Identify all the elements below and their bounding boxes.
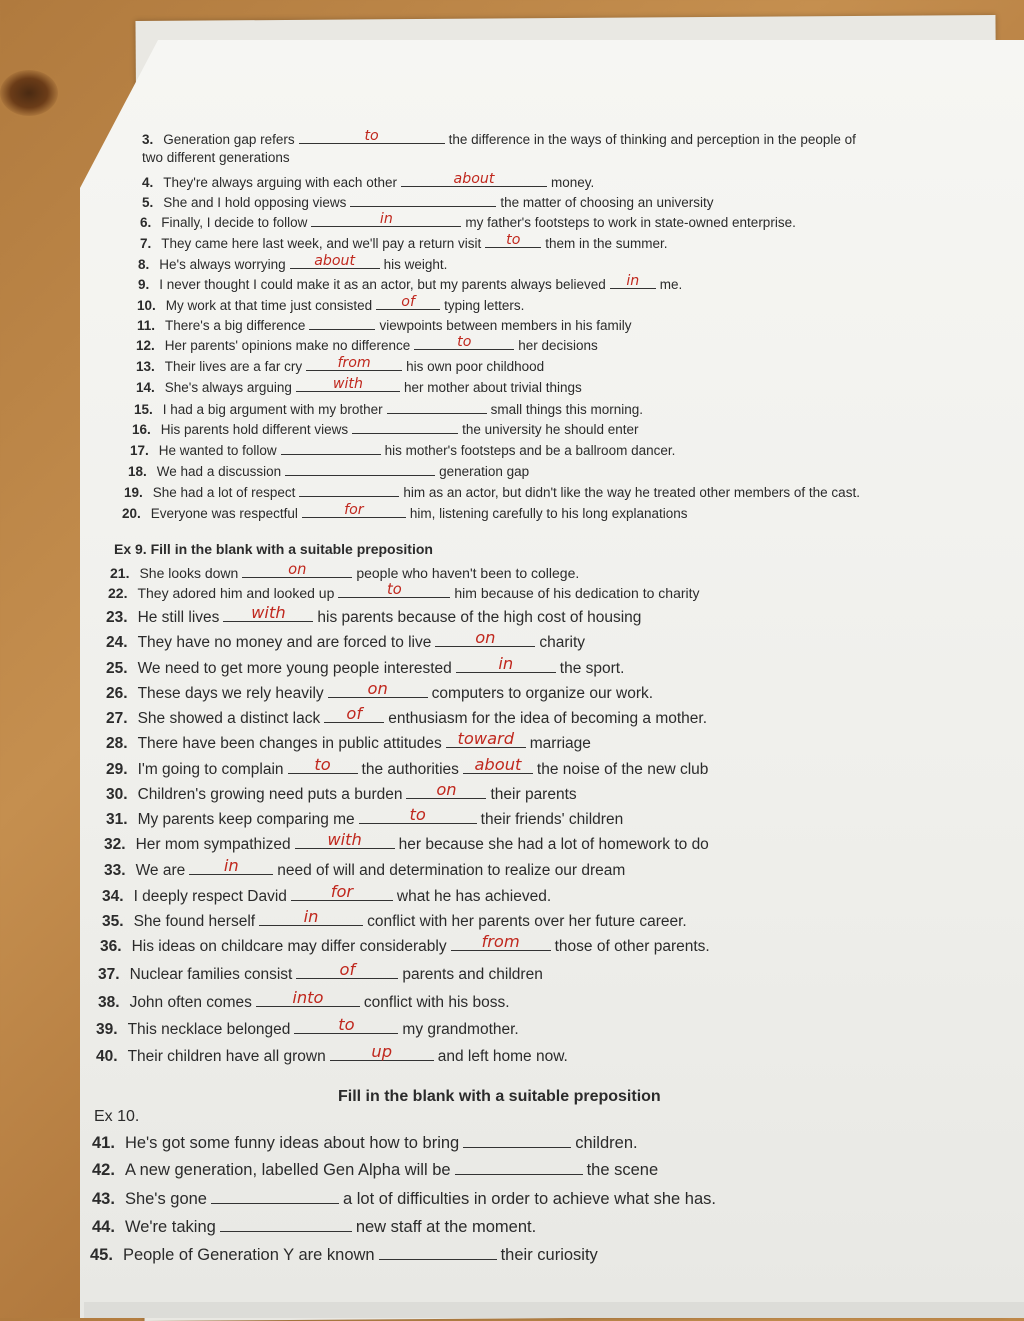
answer-blank xyxy=(294,1017,398,1034)
item-number: 25. xyxy=(106,659,128,677)
item-number: 4. xyxy=(142,174,154,190)
exercise-line xyxy=(130,440,675,458)
answer-blank xyxy=(401,172,547,187)
item-number: 21. xyxy=(110,565,130,581)
handwritten-answer: to xyxy=(506,232,521,249)
handwritten-answer: with xyxy=(251,603,286,623)
handwritten-answer: in xyxy=(303,907,319,927)
worksheet-page xyxy=(80,40,1024,1318)
exercise-line xyxy=(104,832,709,854)
item-text: conflict with her parents over her future career. xyxy=(367,912,687,930)
exercise-line xyxy=(96,1017,519,1039)
item-text: need of will and determination to realize our dream xyxy=(277,861,626,879)
page-bottom-edge xyxy=(84,1302,1024,1318)
handwritten-answer: toward xyxy=(457,729,515,749)
exercise-line xyxy=(140,233,668,251)
exercise-label: Ex 10. xyxy=(94,1108,140,1125)
exercise-line xyxy=(92,1214,536,1237)
item-text: These days we rely heavily xyxy=(137,684,324,702)
item-text: He's got some funny ideas about how to bring xyxy=(124,1133,460,1152)
answer-blank xyxy=(299,482,399,497)
answer-blank xyxy=(302,503,406,518)
item-text: marriage xyxy=(529,734,591,752)
item-text: their parents xyxy=(490,785,577,803)
handwritten-answer: to xyxy=(409,805,426,825)
item-text: generation gap xyxy=(439,463,530,479)
handwritten-answer: of xyxy=(346,704,363,724)
item-text: Children's growing need puts a burden xyxy=(137,785,403,803)
item-number: 10. xyxy=(137,297,156,313)
exercise-heading: Fill in the blank with a suitable preposition xyxy=(338,1088,661,1105)
handwritten-answer: on xyxy=(288,561,307,579)
answer-blank xyxy=(387,399,487,414)
item-number: 45. xyxy=(90,1245,113,1264)
answer-blank xyxy=(285,461,435,476)
answer-blank xyxy=(256,990,360,1007)
exercise-line xyxy=(106,757,708,779)
item-text: what he has achieved. xyxy=(396,887,552,905)
item-text: charity xyxy=(539,633,586,651)
item-number: 31. xyxy=(106,810,128,828)
item-text: parents and children xyxy=(402,965,543,983)
item-number: 8. xyxy=(138,256,150,272)
item-text: Her mom sympathized xyxy=(135,835,291,853)
exercise-line xyxy=(124,482,860,500)
item-text: money. xyxy=(550,174,595,190)
answer-blank xyxy=(324,706,384,723)
item-text: the sport. xyxy=(559,659,625,677)
handwritten-answer: in xyxy=(626,273,640,290)
answer-blank xyxy=(189,858,273,875)
item-text: her mother about trivial things xyxy=(403,379,582,395)
item-number: 23. xyxy=(106,608,128,626)
item-text: My work at that time just consisted xyxy=(165,297,373,313)
answer-blank xyxy=(220,1214,352,1232)
item-number: 24. xyxy=(106,633,128,651)
item-number: 32. xyxy=(104,835,126,853)
item-number: 3. xyxy=(142,131,154,147)
handwritten-answer: to xyxy=(338,1015,355,1035)
item-text: She found herself xyxy=(133,912,256,930)
exercise-line xyxy=(92,1157,658,1180)
item-text: his weight. xyxy=(383,256,448,272)
handwritten-answer: to xyxy=(457,334,472,351)
item-text: They have no money and are forced to live xyxy=(137,633,432,651)
exercise-line xyxy=(90,1242,598,1265)
answer-blank xyxy=(311,212,461,227)
item-number: 9. xyxy=(138,276,150,292)
item-text: We had a discussion xyxy=(156,463,282,479)
handwritten-answer: of xyxy=(339,960,356,980)
answer-blank xyxy=(306,356,402,371)
item-number: 5. xyxy=(142,194,154,210)
item-text: I had a big argument with my brother xyxy=(162,401,383,417)
item-text: those of other parents. xyxy=(554,937,710,955)
handwritten-answer: in xyxy=(223,856,239,876)
answer-blank xyxy=(291,884,393,901)
item-number: 33. xyxy=(104,861,126,879)
answer-blank xyxy=(414,335,514,350)
answer-blank xyxy=(299,129,445,144)
answer-blank xyxy=(309,315,375,330)
exercise-line xyxy=(106,630,585,652)
item-text: children. xyxy=(575,1133,638,1152)
exercise-line xyxy=(137,295,524,313)
item-text: She's gone xyxy=(124,1189,207,1208)
item-number: 18. xyxy=(128,463,147,479)
exercise-line xyxy=(138,274,682,292)
item-text: me. xyxy=(659,276,683,292)
item-text: I never thought I could make it as an actor, but my parents always believed xyxy=(159,276,606,292)
item-text: small things this morning. xyxy=(490,401,643,417)
exercise-line xyxy=(134,399,643,417)
item-number: 11. xyxy=(137,317,156,333)
item-text: enthusiasm for the idea of becoming a mother. xyxy=(388,709,708,727)
answer-blank xyxy=(352,419,458,434)
answer-blank xyxy=(290,254,380,269)
item-text: I'm going to complain xyxy=(137,760,284,778)
item-text: We're taking xyxy=(124,1217,216,1236)
item-text: and left home now. xyxy=(437,1047,568,1065)
exercise-heading: Ex 9. Fill in the blank with a suitable preposition xyxy=(114,541,433,557)
item-text: new staff at the moment. xyxy=(355,1217,537,1236)
exercise-line xyxy=(137,315,632,333)
item-number: 16. xyxy=(132,421,151,437)
exercise-line xyxy=(136,356,544,374)
item-number: 29. xyxy=(106,760,128,778)
handwritten-answer: from xyxy=(337,355,371,372)
handwritten-answer: on xyxy=(367,679,388,699)
item-text: We are xyxy=(135,861,186,879)
item-number: 37. xyxy=(98,965,120,983)
answer-blank xyxy=(242,563,352,578)
item-text: They're always arguing with each other xyxy=(163,174,397,190)
exercise-line xyxy=(142,150,290,165)
item-text: his parents because of the high cost of housing xyxy=(317,608,642,626)
handwritten-answer: with xyxy=(327,830,362,850)
exercise-line xyxy=(106,782,577,804)
answer-blank xyxy=(379,1242,497,1260)
item-number: 26. xyxy=(106,684,128,702)
exercise-line xyxy=(104,858,625,880)
answer-blank xyxy=(288,757,358,774)
item-number: 43. xyxy=(92,1189,115,1208)
handwritten-answer: on xyxy=(475,628,496,648)
item-text: She showed a distinct lack xyxy=(137,709,321,727)
handwritten-answer: in xyxy=(498,654,514,674)
item-text: their curiosity xyxy=(500,1245,598,1264)
item-text: I deeply respect David xyxy=(133,887,287,905)
answer-blank xyxy=(330,1044,434,1061)
item-text: her decisions xyxy=(518,337,598,353)
item-text: him as an actor, but didn't like the way he treated other members of the cast. xyxy=(403,484,860,500)
item-text: my grandmother. xyxy=(402,1020,519,1038)
answer-blank xyxy=(296,377,400,392)
item-text: them in the summer. xyxy=(545,235,668,251)
handwritten-answer: into xyxy=(292,988,324,1008)
exercise-line xyxy=(106,706,707,728)
handwritten-answer: for xyxy=(344,502,364,519)
exercise-line xyxy=(128,461,529,479)
answer-blank xyxy=(463,1130,571,1148)
item-text: They came here last week, and we'll pay a return visit xyxy=(161,235,482,251)
exercise-line xyxy=(132,419,639,437)
item-text: their friends' children xyxy=(480,810,624,828)
item-text: the authorities xyxy=(361,760,459,778)
exercise-line xyxy=(136,377,582,395)
answer-blank xyxy=(296,962,398,979)
item-number: 39. xyxy=(96,1020,118,1038)
exercise-line xyxy=(142,129,856,147)
item-number: 34. xyxy=(102,887,124,905)
answer-blank xyxy=(455,1157,583,1175)
item-number: 40. xyxy=(96,1047,118,1065)
item-number: 14. xyxy=(136,379,155,395)
item-text: a lot of difficulties in order to achieve what she has. xyxy=(343,1189,716,1208)
item-text: Her parents' opinions make no difference xyxy=(164,337,411,353)
item-number: 30. xyxy=(106,785,128,803)
item-text: the matter of choosing an university xyxy=(500,194,714,210)
exercise-line xyxy=(98,990,510,1012)
exercise-line xyxy=(100,934,710,956)
handwritten-answer: to xyxy=(364,128,379,145)
item-number: 15. xyxy=(134,401,153,417)
item-text: her because she had a lot of homework to do xyxy=(398,835,709,853)
item-text: She looks down xyxy=(139,565,239,581)
handwritten-answer: on xyxy=(436,780,457,800)
item-number: 28. xyxy=(106,734,128,752)
item-text: Finally, I decide to follow xyxy=(161,214,308,230)
item-number: 6. xyxy=(140,214,152,230)
exercise-line xyxy=(106,681,653,703)
exercise-line xyxy=(140,212,796,230)
item-text: the noise of the new club xyxy=(536,760,709,778)
item-text: his own poor childhood xyxy=(406,358,545,374)
item-number: 41. xyxy=(92,1133,115,1152)
item-text: He still lives xyxy=(137,608,220,626)
answer-blank xyxy=(281,440,381,455)
answer-blank xyxy=(350,192,496,207)
handwritten-answer: for xyxy=(330,882,354,902)
item-text: my father's footsteps to work in state-owned enterprise. xyxy=(465,214,796,230)
answer-blank xyxy=(359,807,477,824)
item-number: 17. xyxy=(130,442,149,458)
exercise-line xyxy=(102,884,551,906)
item-text: There's a big difference xyxy=(165,317,306,333)
answer-blank xyxy=(211,1186,339,1204)
item-text: people who haven't been to college. xyxy=(356,565,580,581)
item-text: his mother's footsteps and be a ballroom dancer. xyxy=(384,442,676,458)
item-text: We need to get more young people interested xyxy=(137,659,452,677)
item-number: 22. xyxy=(108,585,128,601)
answer-blank xyxy=(610,274,656,289)
handwritten-answer: about xyxy=(474,755,522,775)
exercise-line xyxy=(102,909,687,931)
item-text: the scene xyxy=(586,1160,659,1179)
exercise-line xyxy=(136,335,598,353)
exercise-line xyxy=(106,731,591,753)
item-text: Their lives are a far cry xyxy=(164,358,303,374)
wood-knot xyxy=(0,70,58,116)
item-number: 36. xyxy=(100,937,122,955)
handwritten-answer: to xyxy=(387,581,402,599)
handwritten-answer: about xyxy=(453,171,495,188)
item-text: Everyone was respectful xyxy=(150,505,298,521)
answer-blank xyxy=(456,656,556,673)
item-number: 42. xyxy=(92,1160,115,1179)
item-number: 44. xyxy=(92,1217,115,1236)
answer-blank xyxy=(223,605,313,622)
handwritten-answer: of xyxy=(401,294,415,311)
item-text: Nuclear families consist xyxy=(129,965,293,983)
handwritten-answer: to xyxy=(314,755,331,775)
item-text: him, listening carefully to his long explanations xyxy=(409,505,688,521)
answer-blank xyxy=(328,681,428,698)
answer-blank xyxy=(485,233,541,248)
item-text: He's always worrying xyxy=(159,256,286,272)
exercise-line xyxy=(96,1044,568,1066)
item-text: two different generations xyxy=(142,150,290,165)
item-text: Generation gap refers xyxy=(163,131,295,147)
item-text: John often comes xyxy=(129,993,252,1011)
item-text: computers to organize our work. xyxy=(431,684,654,702)
item-text: the university he should enter xyxy=(462,421,639,437)
exercise-line xyxy=(138,254,447,272)
exercise-line xyxy=(106,807,623,829)
answer-blank xyxy=(376,295,440,310)
handwritten-answer: in xyxy=(379,211,393,228)
exercise-line xyxy=(142,192,714,210)
answer-blank xyxy=(259,909,363,926)
answer-blank xyxy=(338,583,450,598)
item-number: 19. xyxy=(124,484,143,500)
exercise-line xyxy=(142,172,594,190)
answer-blank xyxy=(435,630,535,647)
answer-blank xyxy=(463,757,533,774)
item-number: 13. xyxy=(136,358,155,374)
handwritten-answer: from xyxy=(481,932,520,952)
exercise-line xyxy=(122,503,688,521)
item-text: the difference in the ways of thinking and perception in the people of xyxy=(448,131,856,147)
exercise-line xyxy=(110,563,579,581)
item-text: His parents hold different views xyxy=(160,421,349,437)
handwritten-answer: up xyxy=(371,1042,393,1062)
item-number: 12. xyxy=(136,337,155,353)
handwritten-answer: about xyxy=(314,253,356,270)
item-text: His ideas on childcare may differ considerably xyxy=(131,937,447,955)
item-text: typing letters. xyxy=(444,297,525,313)
item-text: My parents keep comparing me xyxy=(137,810,355,828)
item-number: 27. xyxy=(106,709,128,727)
answer-blank xyxy=(451,934,551,951)
item-text: This necklace belonged xyxy=(127,1020,291,1038)
item-text: People of Generation Y are known xyxy=(122,1245,375,1264)
item-text: She had a lot of respect xyxy=(152,484,296,500)
exercise-line xyxy=(92,1186,716,1209)
item-text: Their children have all grown xyxy=(127,1047,326,1065)
exercise-line xyxy=(92,1130,638,1153)
exercise-line xyxy=(98,962,543,984)
item-text: He wanted to follow xyxy=(158,442,277,458)
item-text: A new generation, labelled Gen Alpha will be xyxy=(124,1160,451,1179)
answer-blank xyxy=(295,832,395,849)
item-text: conflict with his boss. xyxy=(363,993,510,1011)
item-text: She's always arguing xyxy=(164,379,292,395)
item-number: 35. xyxy=(102,912,124,930)
item-text: viewpoints between members in his family xyxy=(379,317,632,333)
exercise-line xyxy=(108,583,700,601)
item-text: She and I hold opposing views xyxy=(163,194,347,210)
handwritten-answer: with xyxy=(332,376,363,393)
item-number: 7. xyxy=(140,235,152,251)
item-text: They adored him and looked up xyxy=(137,585,335,601)
exercise-line xyxy=(106,656,624,678)
item-number: 38. xyxy=(98,993,120,1011)
answer-blank xyxy=(446,731,526,748)
answer-blank xyxy=(406,782,486,799)
exercise-line xyxy=(106,605,641,627)
item-number: 20. xyxy=(122,505,141,521)
item-text: him because of his dedication to charity xyxy=(454,585,700,601)
item-text: There have been changes in public attitudes xyxy=(137,734,442,752)
